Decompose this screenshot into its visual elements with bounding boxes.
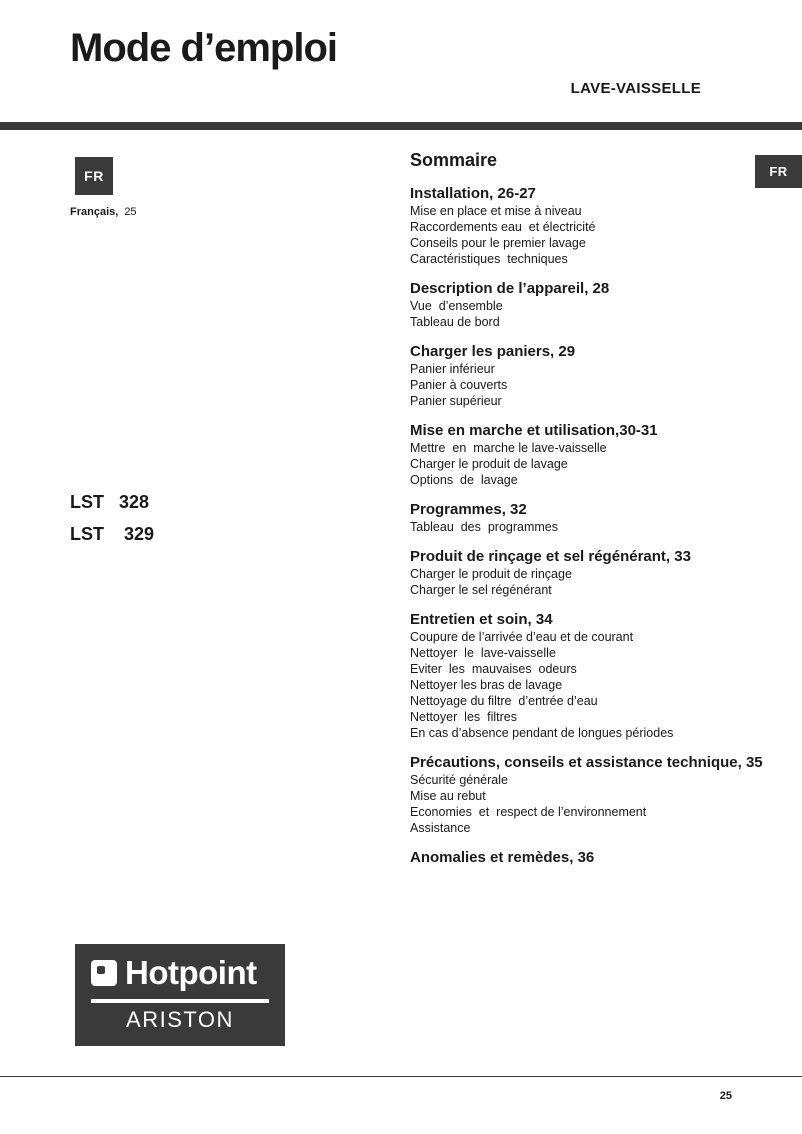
toc-item: Sécurité générale <box>410 773 508 787</box>
toc-section <box>410 549 770 598</box>
toc-item: Nettoyer les filtres <box>410 710 517 724</box>
toc-item: Assistance <box>410 821 471 835</box>
toc-item: Panier à couverts <box>410 378 508 392</box>
brand-logo <box>75 944 285 1046</box>
toc-section <box>410 344 770 409</box>
header-divider <box>0 122 802 130</box>
toc-item: Nettoyer le lave-vaisselle <box>410 646 556 660</box>
language-badge-left: FR <box>75 157 113 195</box>
toc-item: Raccordements eau et électricité <box>410 220 596 234</box>
toc-item: Charger le produit de rinçage <box>410 567 572 581</box>
toc-item: En cas d’absence pendant de longues périodes <box>410 726 674 740</box>
toc-item: Tableau de bord <box>410 315 500 329</box>
brand-mark-icon <box>91 960 117 986</box>
toc-item: Conseils pour le premier lavage <box>410 236 586 250</box>
toc-item: Panier supérieur <box>410 394 502 408</box>
toc-heading: Anomalies et remèdes, 36 <box>410 849 595 866</box>
toc-item: Economies et respect de l’environnement <box>410 805 647 819</box>
toc-section <box>410 755 770 836</box>
product-type: LAVE-VAISSELLE <box>570 80 701 97</box>
logo-sub: ARISTON <box>126 1007 234 1032</box>
toc-item: Tableau des programmes <box>410 520 558 534</box>
toc-section <box>410 423 770 488</box>
toc-section <box>410 186 770 267</box>
toc-heading: Mise en marche et utilisation,30-31 <box>410 422 658 439</box>
page-title: Mode d’emploi <box>70 26 337 70</box>
toc-section <box>410 850 770 866</box>
footer-divider <box>0 1076 802 1077</box>
toc-heading: Description de l’appareil, 28 <box>410 280 610 297</box>
toc-item: Charger le produit de lavage <box>410 457 568 471</box>
language-tab-right: FR <box>755 155 802 188</box>
toc-item: Caractéristiques techniques <box>410 252 568 266</box>
toc-sections <box>410 186 770 866</box>
toc-item: Charger le sel régénérant <box>410 583 552 597</box>
language-index <box>70 206 137 218</box>
logo-brand: Hotpoint <box>125 954 257 991</box>
model-number: LST 328 <box>70 492 150 512</box>
toc-title: Sommaire <box>410 150 498 170</box>
toc-heading: Précautions, conseils et assistance technique, 35 <box>410 754 763 771</box>
table-of-contents <box>410 150 770 880</box>
toc-heading: Produit de rinçage et sel régénérant, 33 <box>410 548 691 565</box>
toc-item: Mise au rebut <box>410 789 486 803</box>
toc-item: Options de lavage <box>410 473 518 487</box>
toc-section <box>410 502 770 535</box>
language-name: Français, <box>70 206 119 218</box>
toc-heading: Charger les paniers, 29 <box>410 343 576 360</box>
language-page: 25 <box>124 206 137 218</box>
toc-heading: Installation, 26-27 <box>410 185 536 202</box>
toc-item: Nettoyage du filtre d’entrée d’eau <box>410 694 598 708</box>
toc-item: Eviter les mauvaises odeurs <box>410 662 577 676</box>
model-number: LST 329 <box>70 524 155 544</box>
toc-item: Panier inférieur <box>410 362 495 376</box>
toc-item: Mise en place et mise à niveau <box>410 204 582 218</box>
toc-item: Vue d’ensemble <box>410 299 503 313</box>
toc-section <box>410 281 770 330</box>
toc-heading: Programmes, 32 <box>410 501 527 518</box>
page-number: 25 <box>719 1090 732 1102</box>
toc-item: Coupure de l’arrivée d’eau et de courant <box>410 630 634 644</box>
logo-divider <box>91 999 269 1003</box>
toc-item: Nettoyer les bras de lavage <box>410 678 563 692</box>
toc-heading: Entretien et soin, 34 <box>410 611 553 628</box>
toc-section <box>410 612 770 741</box>
toc-item: Mettre en marche le lave-vaisselle <box>410 441 607 455</box>
